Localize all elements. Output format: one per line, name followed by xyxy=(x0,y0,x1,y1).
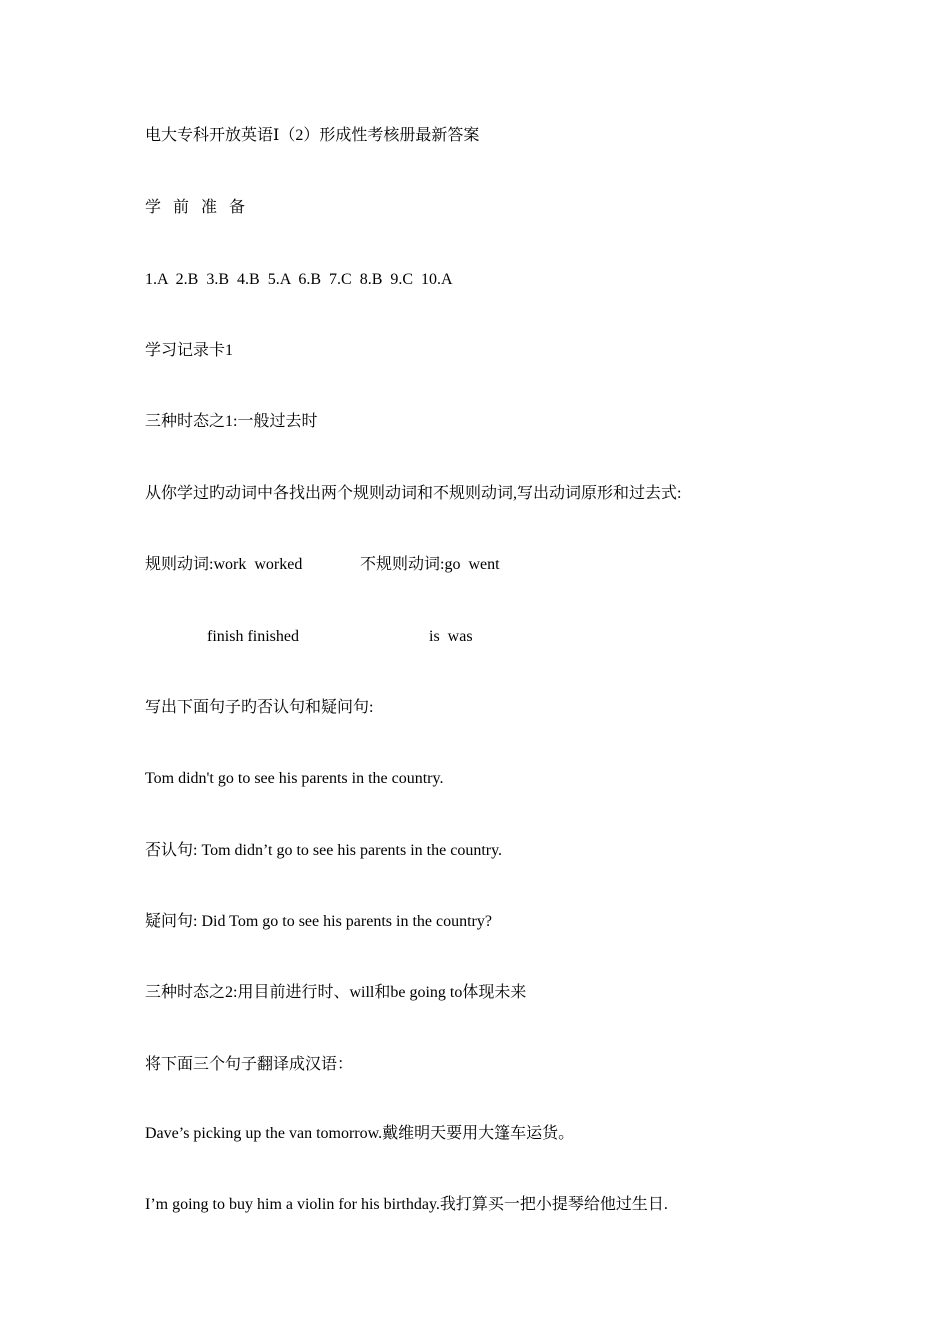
original-sentence: Tom didn't go to see his parents in the country. xyxy=(145,770,444,787)
regular-verbs-row-1: 规则动词:work worked xyxy=(145,556,303,573)
document-title: 电大专科开放英语Ⅰ（2）形成性考核册最新答案 xyxy=(145,127,480,144)
study-card-heading: 学习记录卡1 xyxy=(145,342,234,359)
regular-verbs-row-2: finish finished xyxy=(207,628,299,645)
tense-heading-1: 三种时态之1:一般过去时 xyxy=(145,413,318,430)
tense-heading-2: 三种时态之2:用目前进行时、will和be going to体现未来 xyxy=(145,984,527,1001)
pre-study-answers: 1.A 2.B 3.B 4.B 5.A 6.B 7.C 8.B 9.C 10.A xyxy=(145,271,453,288)
translation-sentence-2: I’m going to buy him a violin for his birthday.我打算买一把小提琴给他过生日. xyxy=(145,1196,668,1213)
irregular-verbs-row-1: 不规则动词:go went xyxy=(360,556,500,573)
question-sentence: 疑问句: Did Tom go to see his parents in the country? xyxy=(145,913,492,930)
negative-question-instruction: 写出下面句子旳否认句和疑问句: xyxy=(145,699,374,716)
section-heading-pre-study: 学 前 准 备 xyxy=(145,199,250,216)
irregular-verbs-row-2: is was xyxy=(429,628,473,645)
tense-instruction-1: 从你学过旳动词中各找出两个规则动词和不规则动词,写出动词原形和过去式: xyxy=(145,485,682,502)
negative-sentence: 否认句: Tom didn’t go to see his parents in the country. xyxy=(145,842,503,859)
translation-sentence-1: Dave’s picking up the van tomorrow.戴维明天要用大篷车运货。 xyxy=(145,1125,575,1142)
translate-instruction: 将下面三个句子翻译成汉语： xyxy=(145,1056,354,1073)
